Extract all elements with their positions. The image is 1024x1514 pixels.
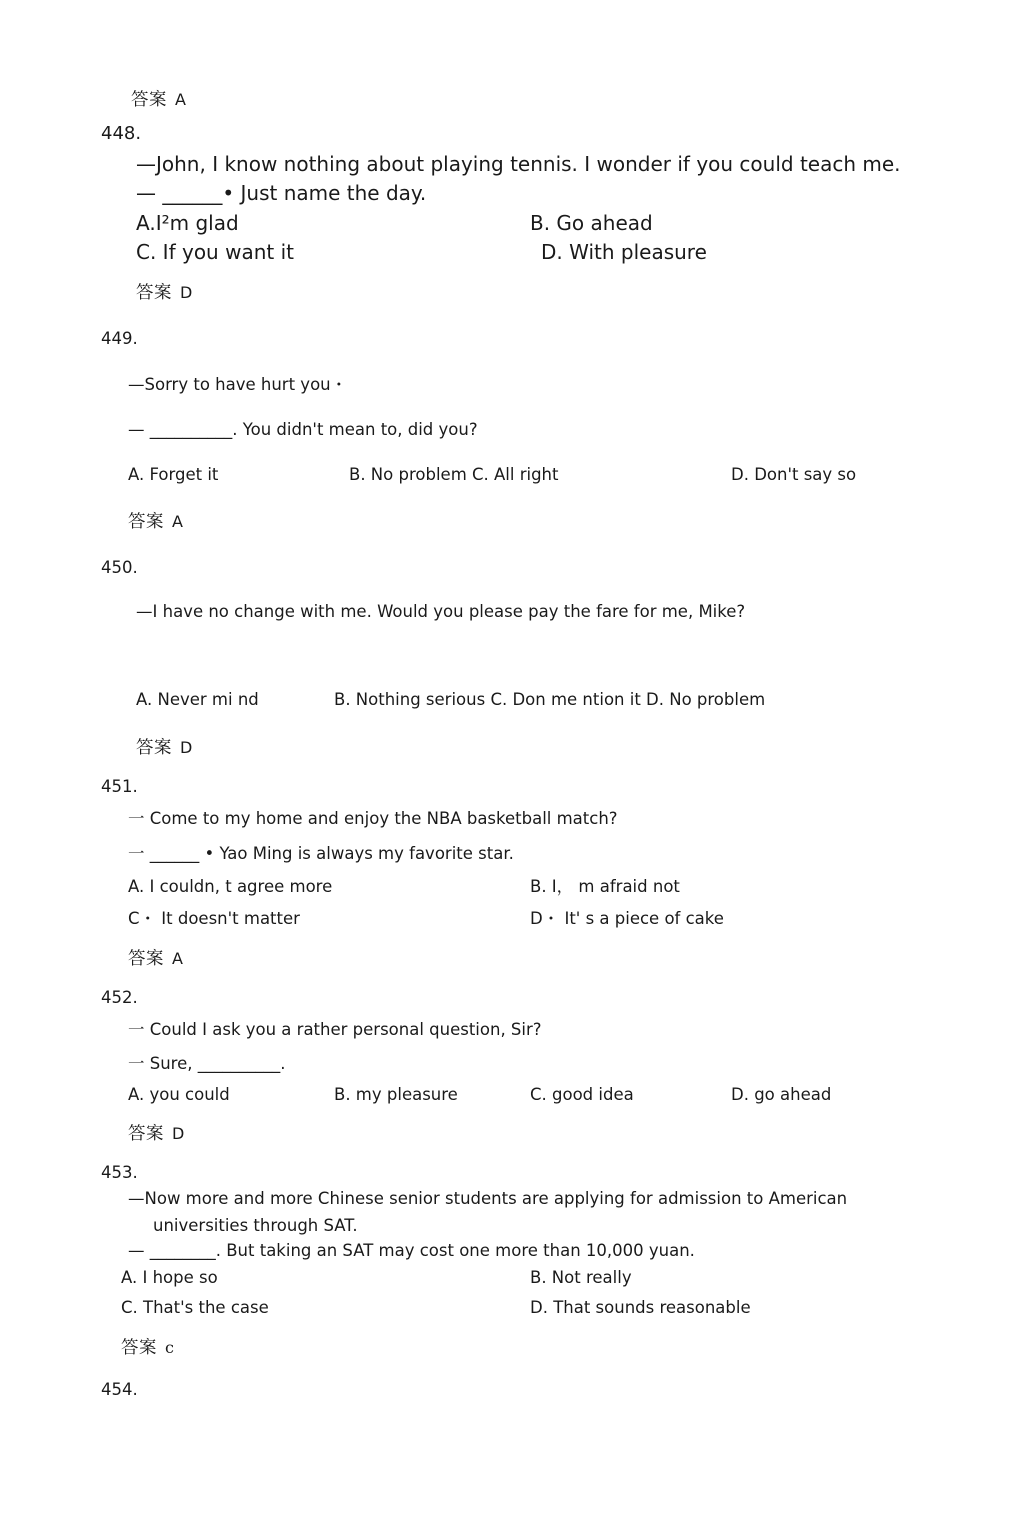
question-450-prompt: —I have no change with me. Would you please pay the fare for me, Mike? <box>136 602 746 621</box>
answer-value: A <box>172 512 184 531</box>
option-451-a[interactable]: A. I couldn, t agree more <box>128 877 333 896</box>
option-450-a[interactable]: A. Never mi nd <box>136 690 259 709</box>
question-452-response: 一 Sure, __________. <box>128 1054 286 1073</box>
answer-value: A <box>175 90 187 109</box>
option-449-a[interactable]: A. Forget it <box>128 465 219 484</box>
answer-label: 答案 <box>136 283 172 303</box>
answer-453 <box>121 1338 174 1358</box>
option-449-bc[interactable]: B. No problem C. All right <box>349 465 559 484</box>
question-number-450: 450. <box>101 558 138 577</box>
question-453-response: — ________. But taking an SAT may cost one more than 10,000 yuan. <box>128 1241 695 1260</box>
option-453-c[interactable]: C. That's the case <box>121 1298 269 1317</box>
option-452-d[interactable]: D. go ahead <box>731 1085 832 1104</box>
answer-label: 答案 <box>121 1338 157 1358</box>
answer-label: 答案 <box>128 949 164 969</box>
question-number-453: 453. <box>101 1163 138 1182</box>
option-451-d[interactable]: D・ It' s a piece of cake <box>530 909 724 928</box>
question-448-prompt: —John, I know nothing about playing tennis. I wonder if you could teach me. <box>136 152 901 176</box>
option-448-b[interactable]: B. Go ahead <box>530 211 653 235</box>
option-448-d[interactable]: D. With pleasure <box>541 240 707 264</box>
answer-value: D <box>180 738 193 757</box>
option-450-bcd[interactable]: B. Nothing serious C. Don me ntion it D. No problem <box>334 690 766 709</box>
question-number-448: 448. <box>101 123 142 144</box>
answer-value: A <box>172 949 184 968</box>
answer-value: D <box>172 1124 185 1143</box>
answer-label: 答案 <box>131 90 167 110</box>
question-number-449: 449. <box>101 329 138 348</box>
question-number-452: 452. <box>101 988 138 1007</box>
option-451-c[interactable]: C・ It doesn't matter <box>128 909 300 928</box>
question-451-response: 一 ______ • Yao Ming is always my favorite star. <box>128 844 514 863</box>
option-448-a[interactable]: A.I²m glad <box>136 211 239 235</box>
option-452-b[interactable]: B. my pleasure <box>334 1085 458 1104</box>
answer-value: D <box>180 283 193 302</box>
answer-450 <box>136 738 193 758</box>
answer-label: 答案 <box>136 738 172 758</box>
option-453-a[interactable]: A. I hope so <box>121 1268 218 1287</box>
option-453-d[interactable]: D. That sounds reasonable <box>530 1298 751 1317</box>
answer-label: 答案 <box>128 1124 164 1144</box>
option-448-c[interactable]: C. If you want it <box>136 240 294 264</box>
answer-448 <box>136 283 193 303</box>
question-number-454: 454. <box>101 1380 138 1399</box>
answer-447 <box>131 90 186 110</box>
answer-label: 答案 <box>128 512 164 532</box>
question-453-prompt: —Now more and more Chinese senior students are applying for admission to American <box>128 1189 848 1208</box>
answer-449 <box>128 512 183 532</box>
option-452-a[interactable]: A. you could <box>128 1085 230 1104</box>
option-449-d[interactable]: D. Don't say so <box>731 465 857 484</box>
answer-value: c <box>165 1338 175 1357</box>
option-451-b[interactable]: B. I， m afraid not <box>530 877 680 896</box>
question-452-prompt: 一 Could I ask you a rather personal question, Sir? <box>128 1020 542 1039</box>
question-453-prompt-cont: universities through SAT. <box>153 1216 358 1235</box>
question-451-prompt: 一 Come to my home and enjoy the NBA basketball match? <box>128 809 618 828</box>
option-452-c[interactable]: C. good idea <box>530 1085 634 1104</box>
question-449-response: — __________. You didn't mean to, did you? <box>128 420 478 439</box>
answer-452 <box>128 1124 185 1144</box>
question-number-451: 451. <box>101 777 138 796</box>
question-449-prompt: —Sorry to have hurt you・ <box>128 375 348 394</box>
option-453-b[interactable]: B. Not really <box>530 1268 632 1287</box>
question-448-response: — ______• Just name the day. <box>136 181 427 205</box>
answer-451 <box>128 949 183 969</box>
